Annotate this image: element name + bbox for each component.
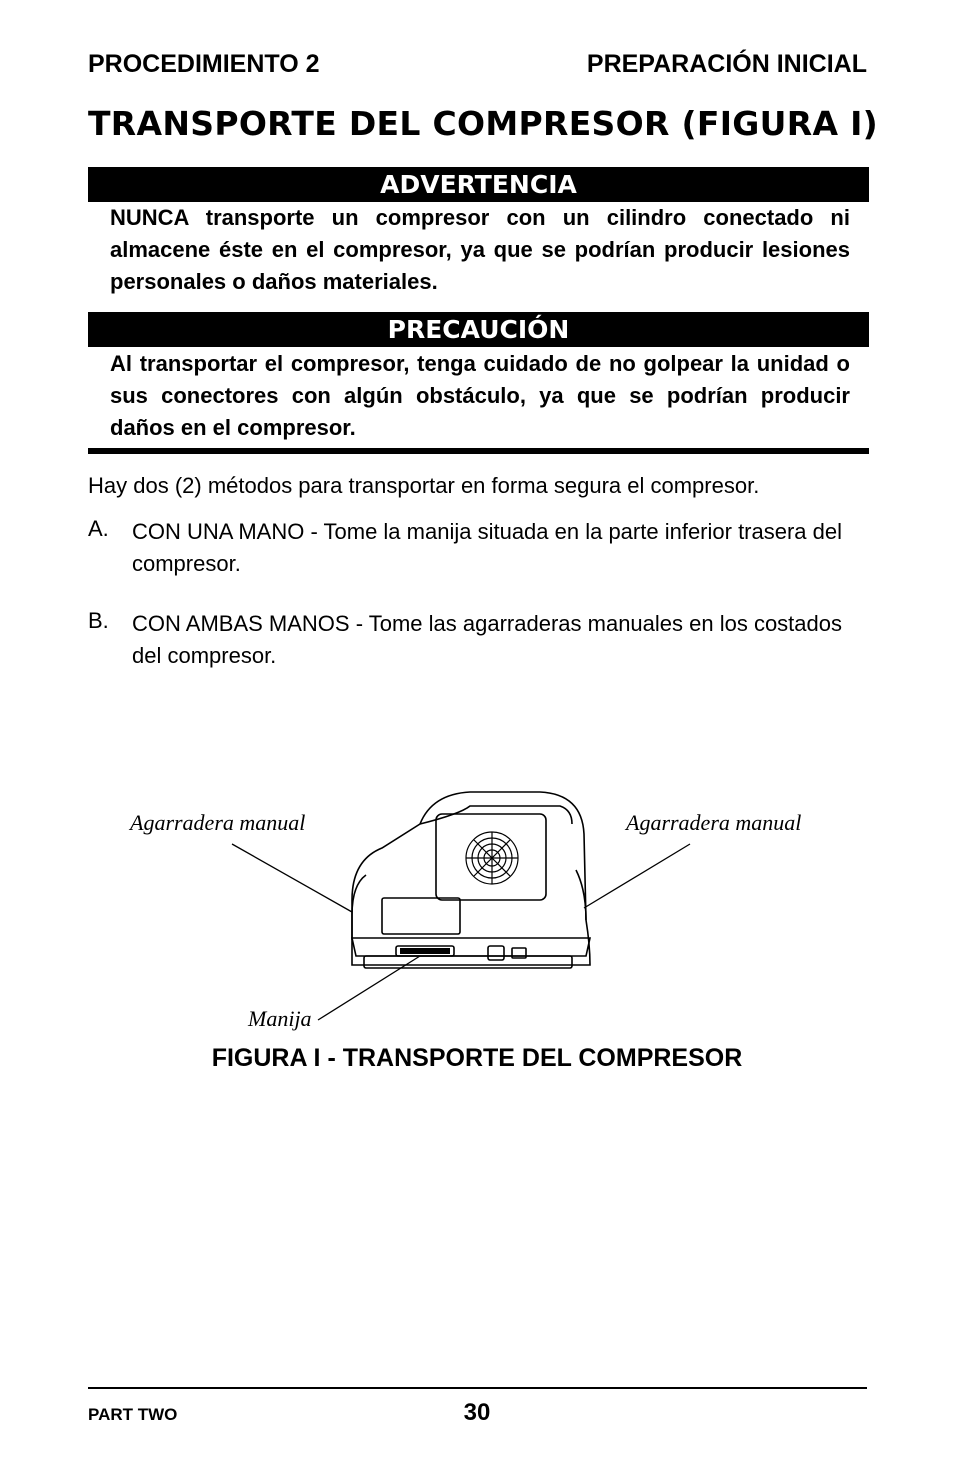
section-divider	[88, 448, 869, 454]
page-number: 30	[463, 1399, 491, 1426]
fan-guard	[466, 832, 518, 884]
top-ridge	[420, 806, 572, 824]
intro-paragraph: Hay dos (2) métodos para transportar en forma segura el compresor.	[88, 473, 760, 498]
figure-caption: FIGURA I - TRANSPORTE DEL COMPRESOR	[211, 1044, 743, 1072]
leader-line-left	[232, 844, 352, 912]
compressor-body-outline	[352, 792, 590, 965]
warning-text	[110, 202, 850, 298]
caution-text: Al transportar el compresor, tenga cuidado de no golpear la unidad o sus conectores con algún obstáculo, ya que se podrían producir daños en el compresor.	[110, 351, 850, 440]
label-plate	[382, 898, 460, 934]
left-handle-shape	[352, 875, 366, 940]
footer-part-label: PART TWO	[88, 1405, 178, 1424]
base-band	[352, 938, 590, 956]
warning-heading: ADVERTENCIA	[88, 167, 869, 202]
list-item	[132, 608, 852, 672]
power-connector	[488, 946, 504, 960]
list-item	[132, 516, 852, 580]
list-item-lead: CON AMBAS MANOS	[132, 611, 350, 636]
warning-body: transporte un compresor con un cilindro conectado ni almacene éste en el compresor, ya que se podrían producir lesiones personales o daños materiales.	[110, 205, 850, 294]
handle-grille	[400, 948, 450, 954]
list-item-letter: A.	[88, 516, 109, 541]
page-title: TRANSPORTE DEL COMPRESOR (FIGURA I)	[88, 104, 879, 143]
label-left-handle: Agarradera manual	[130, 810, 306, 835]
list-item-lead: CON UNA MANO	[132, 519, 305, 544]
header-chapter-label: PREPARACIÓN INICIAL	[586, 50, 867, 78]
leader-line-right	[584, 844, 690, 908]
header-section-label: PROCEDIMIENTO 2	[88, 50, 320, 78]
list-item-body: - Tome la manija situada en la parte inferior trasera del compresor.	[132, 519, 843, 576]
label-right-handle: Agarradera manual	[626, 810, 802, 835]
label-carry-handle: Manija	[248, 1006, 312, 1031]
list-item-body: - Tome las agarraderas manuales en los costados del compresor.	[132, 611, 843, 668]
warning-lead: NUNCA	[110, 205, 189, 230]
caution-heading: PRECAUCIÓN	[88, 312, 869, 347]
list-item-letter: B.	[88, 608, 109, 633]
base-foot	[364, 956, 572, 968]
footer-divider	[88, 1387, 867, 1389]
